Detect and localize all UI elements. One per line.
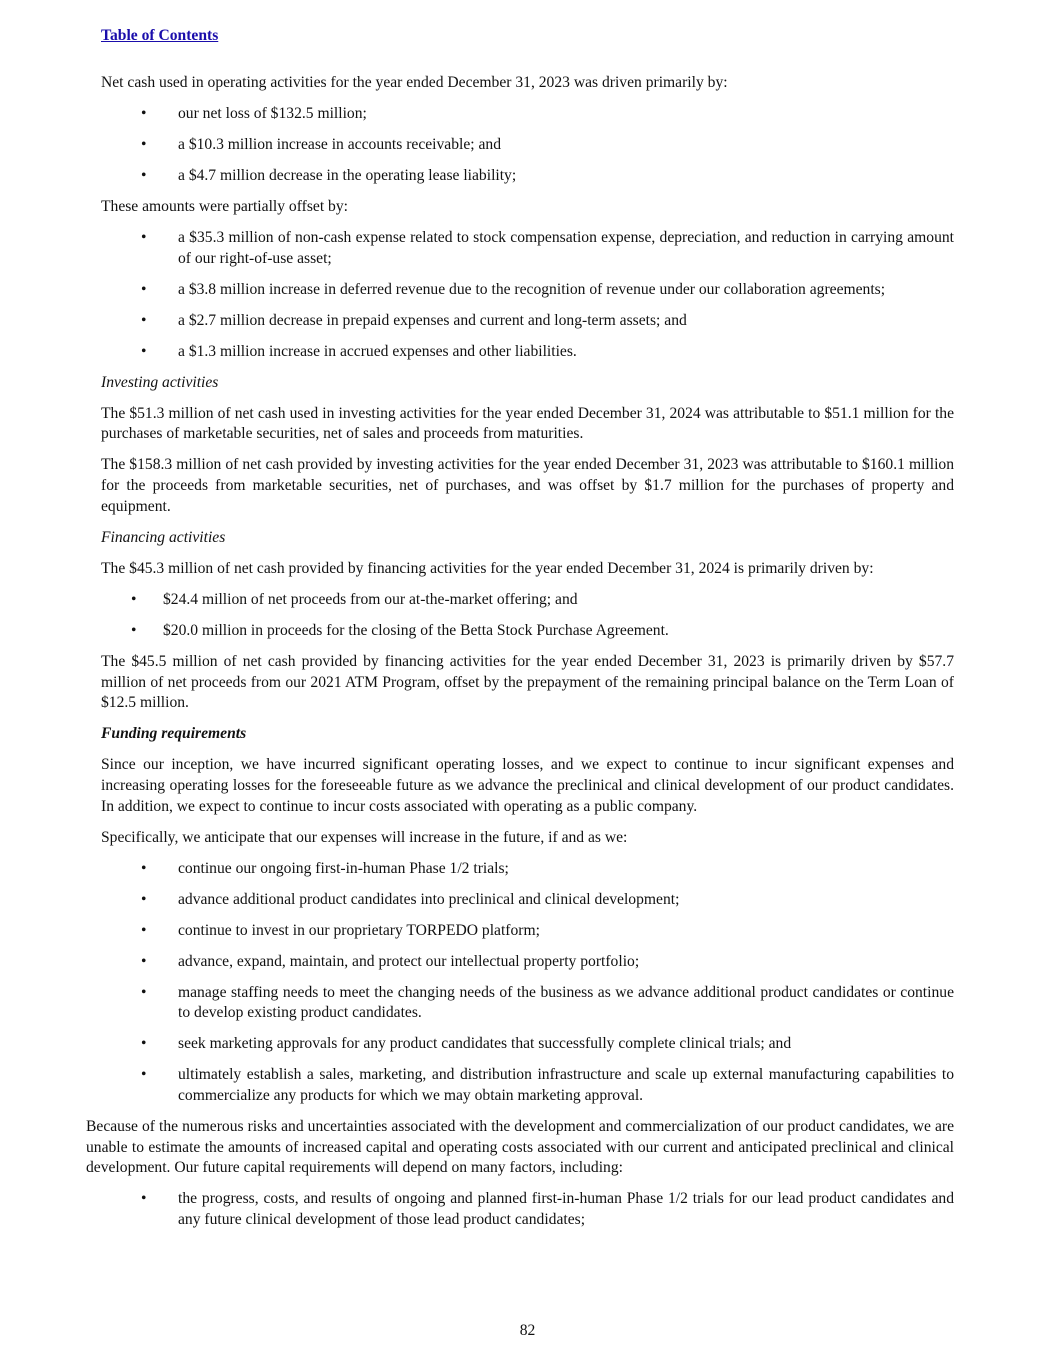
bullet-icon: • <box>141 952 147 970</box>
paragraph-capital-requirements: Because of the numerous risks and uncertainties associated with the development and commercialization of our product candidates, we are unable to estimate the amounts of increased capital and operating costs associated with our current and anticipated preclinical and clinical development. Our future capital requirements will depend on many factors, including: <box>86 1118 954 1177</box>
bullet-icon: • <box>141 1035 147 1053</box>
paragraph-financing-2023: The $45.5 million of net cash provided by financing activities for the year ended December 31, 2023 is primarily driven by $57.7 million of net proceeds from our 2021 ATM Program, offset by the prepayment of the remaining principal balance on the Term Loan of $12.5 million. <box>101 652 954 712</box>
bullet-icon: • <box>141 167 147 184</box>
list-item: • continue to invest in our proprietary TORPEDO platform; <box>101 921 954 942</box>
table-of-contents-link[interactable]: Table of Contents <box>101 27 219 44</box>
bullet-icon: • <box>141 859 147 877</box>
list-item: • advance, expand, maintain, and protect our intellectual property portfolio; <box>101 952 954 973</box>
list-item: • advance additional product candidates into preclinical and clinical development; <box>101 890 954 911</box>
list-item: • a $35.3 million of non-cash expense related to stock compensation expense, depreciation, and reduction in carrying amount of our right-of-use asset; <box>141 229 954 267</box>
list-expense-drivers <box>101 859 954 1107</box>
list-offsets <box>101 228 954 362</box>
bullet-icon: • <box>141 1066 147 1084</box>
bullet-icon: • <box>141 311 147 329</box>
paragraph-offset-intro: These amounts were partially offset by: <box>101 198 348 215</box>
list-financing-2024 <box>101 590 954 642</box>
list-item: • a $3.8 million increase in deferred revenue due to the recognition of revenue under our collaboration agreements; <box>101 280 954 301</box>
bullet-icon: • <box>141 280 147 298</box>
bullet-icon: • <box>131 590 137 608</box>
list-item: • manage staffing needs to meet the changing needs of the business as we advance additional product candidates or continue to develop existing product candidates. <box>141 983 954 1022</box>
paragraph-financing-2024: The $45.3 million of net cash provided by financing activities for the year ended December 31, 2024 is primarily driven by: <box>101 559 874 577</box>
list-item: • continue our ongoing first-in-human Phase 1/2 trials; <box>101 859 954 880</box>
list-item: • the progress, costs, and results of ongoing and planned first-in-human Phase 1/2 trials for our lead product candidates and any future clinical development of those lead product candidates; <box>141 1190 954 1229</box>
list-item: • a $10.3 million increase in accounts receivable; and <box>101 135 954 156</box>
list-item: • a $1.3 million increase in accrued expenses and other liabilities. <box>101 342 954 363</box>
list-item: • a $2.7 million decrease in prepaid expenses and current and long-term assets; and <box>101 311 954 332</box>
paragraph-investing-2024: The $51.3 million of net cash used in investing activities for the year ended December 31, 2024 was attributable to $51.1 million for the purchases of marketable securities, net of sales and proceeds from maturities. <box>101 404 954 443</box>
paragraph-investing-2023: The $158.3 million of net cash provided by investing activities for the year ended December 31, 2023 was attributable to $160.1 million for the proceeds from marketable securities, net of purchases, and was offset by $1.7 million for the purchases of property and equipment. <box>101 456 954 515</box>
heading-funding-requirements: Funding requirements <box>101 725 247 743</box>
bullet-icon: • <box>141 342 147 360</box>
bullet-icon: • <box>141 105 147 122</box>
bullet-icon: • <box>141 136 147 153</box>
bullet-icon: • <box>141 983 147 1001</box>
list-item: • ultimately establish a sales, marketing, and distribution infrastructure and scale up external manufacturing capabilities to commercialize any products for which we may obtain marketing approval. <box>141 1066 954 1105</box>
list-item: • $20.0 million in proceeds for the closing of the Betta Stock Purchase Agreement. <box>101 621 954 642</box>
bullet-icon: • <box>141 1190 147 1208</box>
bullet-icon: • <box>141 890 147 908</box>
list-item: • seek marketing approvals for any product candidates that successfully complete clinical trials; and <box>101 1034 954 1055</box>
paragraph-funding-intro: Since our inception, we have incurred significant operating losses, and we expect to continue to incur significant expenses and increasing operating losses for the foreseeable future as we advance the preclinical and clinical development of our product candidates. In addition, we expect to continue to incur costs associated with operating as a public company. <box>101 756 954 815</box>
heading-investing-activities: Investing activities <box>101 373 219 391</box>
list-capital-factors <box>101 1189 954 1230</box>
paragraph-funding-expenses: Specifically, we anticipate that our expenses will increase in the future, if and as we: <box>101 828 628 846</box>
list-operating-2023 <box>101 104 954 187</box>
bullet-icon: • <box>141 229 147 246</box>
list-item: • a $4.7 million decrease in the operating lease liability; <box>101 166 954 187</box>
bullet-icon: • <box>141 921 147 939</box>
paragraph-operating-2023-intro: Net cash used in operating activities for the year ended December 31, 2023 was driven primarily by: <box>101 74 728 91</box>
page-body <box>86 73 954 1241</box>
heading-financing-activities: Financing activities <box>101 528 226 546</box>
list-item: • $24.4 million of net proceeds from our at-the-market offering; and <box>101 590 954 611</box>
bullet-icon: • <box>131 621 137 639</box>
list-item: • our net loss of $132.5 million; <box>101 104 954 125</box>
page-number: 82 <box>519 1322 536 1339</box>
